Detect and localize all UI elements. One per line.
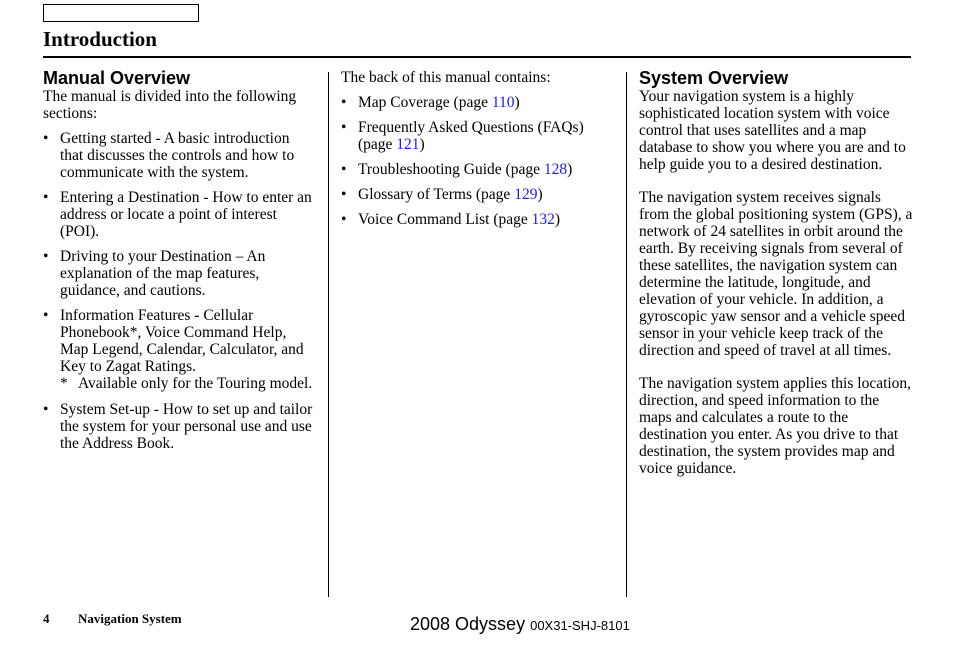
list-item-close: ) [554,211,561,228]
system-overview-column [639,68,914,477]
bullet-icon: • [341,94,347,111]
appendix-list [341,94,613,228]
title-divider [43,56,911,58]
list-item-label: Voice Command List (page [358,211,532,228]
list-item-text: System Set-up - How to set up and tailor the system for your personal use and use the Address Book. [60,401,313,452]
page-link-121[interactable]: 121 [396,136,420,153]
column-divider [626,72,627,597]
list-item-label: Frequently Asked Questions (FAQs) (page [358,119,584,153]
back-of-manual-column [341,68,613,228]
page-number: 4 [43,611,50,626]
list-item [43,130,315,181]
footer-section-title: Navigation System [78,611,182,626]
page-link-110[interactable]: 110 [491,94,515,111]
system-overview-paragraph: Your navigation system is a highly sophisticated location system with voice control that uses satellites and a map database to show you where you are and to help guide you to a desired destination. [639,88,906,173]
list-item [43,189,315,240]
list-item [341,161,613,178]
list-item-text: Information Features - Cellular Phonebook*, Voice Command Help, Map Legend, Calendar, Calculator, and Key to Zagat Ratings. [60,307,304,375]
list-item [43,401,315,452]
list-item-label: Map Coverage (page [358,94,492,111]
page-link-132[interactable]: 132 [531,211,555,228]
bullet-icon: • [341,211,347,228]
model-name: 2008 Odyssey [410,614,526,634]
touring-footnote [60,375,315,392]
list-item [341,94,613,111]
list-item [43,248,315,299]
bullet-icon: • [43,248,49,265]
list-item-label: Glossary of Terms (page [358,186,515,203]
list-item-text: Entering a Destination - How to enter an address or locate a point of interest (POI). [60,189,312,240]
list-item-label: Troubleshooting Guide (page [358,161,544,178]
list-item [43,307,315,392]
list-item-text: Driving to your Destination – An explanation of the map features, guidance, and cautions. [60,248,266,299]
list-item-close: ) [537,186,543,203]
list-item [341,186,613,203]
manual-overview-heading: Manual Overview [43,68,191,88]
manual-overview-intro: The manual is divided into the following sections: [43,88,297,122]
bullet-icon: • [341,186,347,203]
bullet-icon: • [43,189,49,206]
page-title: Introduction [43,27,157,51]
list-item-close: ) [567,161,573,178]
system-overview-paragraph: The navigation system applies this location, direction, and speed information to the maps and calculates a route to the destination you enter. As you drive to that destination, the system provides map and voice guidance. [639,375,912,477]
page-link-129[interactable]: 129 [514,186,538,203]
bullet-icon: • [341,161,347,178]
list-item-text: Getting started - A basic introduction that discusses the controls and how to communicate with the system. [60,130,295,181]
footnote-text: Available only for the Touring model. [78,375,313,392]
list-item-close: ) [514,94,520,111]
bullet-icon: • [43,130,49,147]
bullet-icon: • [43,401,49,418]
bullet-icon: • [341,119,347,136]
system-overview-paragraph: The navigation system receives signals from the global positioning system (GPS), a network of 24 satellites in orbit around the earth. By receiving signals from several of these satellites, the navigation system can determine the latitude, longitude, and elevation of your vehicle. In addition, a gyroscopic yaw sensor and a vehicle speed sensor in your vehicle keep track of the direction and speed of travel at all times. [639,189,913,359]
list-item-close: ) [419,136,425,153]
list-item [341,119,613,153]
bullet-icon: • [43,307,49,324]
manual-overview-column [43,68,315,452]
system-overview-heading: System Overview [639,68,789,88]
header-tab-box [43,4,199,22]
footer-model [410,614,630,635]
manual-code: 00X31-SHJ-8101 [530,618,630,633]
back-of-manual-intro: The back of this manual contains: [341,69,551,86]
list-item [341,211,613,228]
column-divider [328,72,329,597]
page-link-128[interactable]: 128 [543,161,568,178]
manual-sections-list [43,130,315,452]
footnote-mark: * [60,375,68,392]
